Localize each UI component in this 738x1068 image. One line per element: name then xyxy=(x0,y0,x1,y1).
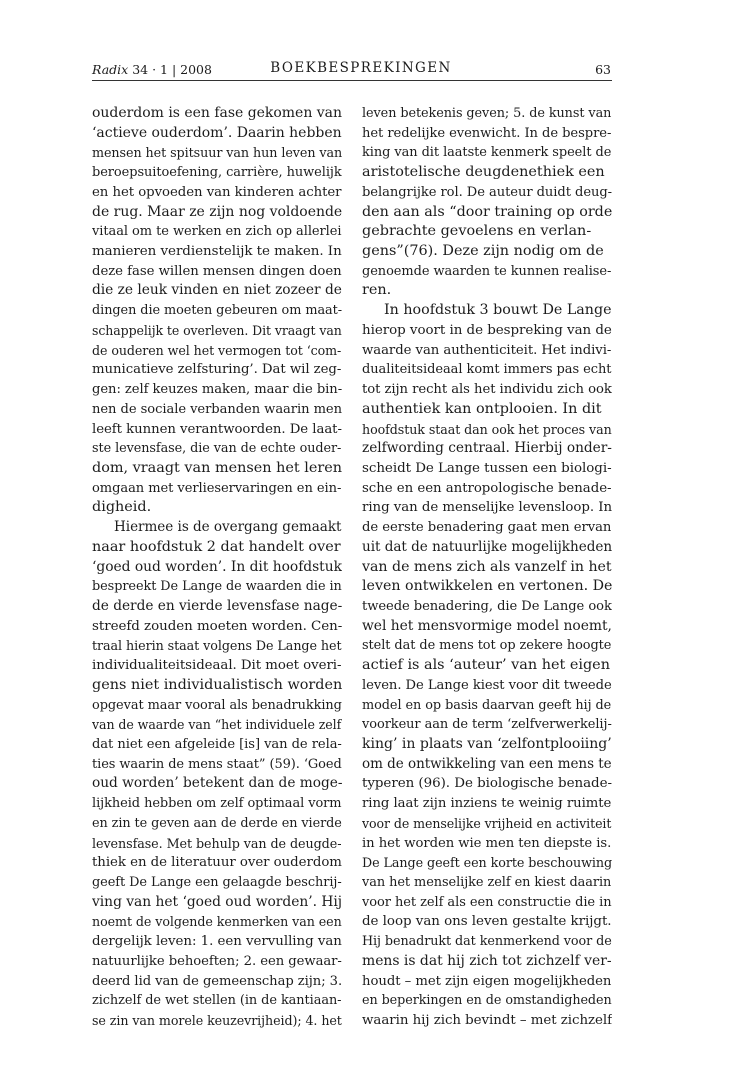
text-line: genoemde waarden te kunnen realise- xyxy=(362,263,612,279)
text-line: de rug. Maar ze zijn nog voldoende xyxy=(92,203,342,220)
text-line: voor de menselijke vrijheid en activiteit xyxy=(362,815,612,831)
text-line: gens niet individualistisch worden xyxy=(92,676,342,693)
text-line: deerd lid van de gemeenschap zijn; 3. xyxy=(92,973,342,989)
text-line: levensfase. Met behulp van de deugde- xyxy=(92,835,342,851)
text-line: van de mens zich als vanzelf in het xyxy=(362,558,612,575)
text-line: ‘goed oud worden’. In dit hoofdstuk xyxy=(92,558,342,575)
text-line: individualiteitsideaal. Dit moet overi- xyxy=(92,658,342,674)
text-line: zelfwording centraal. Hierbij onder- xyxy=(362,440,612,457)
text-line: typeren (96). De biologische benade- xyxy=(362,776,612,792)
text-line: leeft kunnen verantwoorden. De laat- xyxy=(92,421,342,437)
text-line: van het menselijke zelf en kiest daarin xyxy=(362,875,612,891)
text-line: authentiek kan ontplooien. In dit xyxy=(362,400,602,417)
journal-reference xyxy=(92,62,212,77)
text-line: beroepsuitoefening, carrière, huwelijk xyxy=(92,165,342,181)
text-line: se zin van morele keuzevrijheid); 4. het xyxy=(92,1013,342,1029)
text-line: thiek en de literatuur over ouderdom xyxy=(92,855,342,871)
text-line: gen: zelf keuzes maken, maar die bin- xyxy=(92,382,342,398)
text-line: De Lange geeft een korte beschouwing xyxy=(362,855,612,871)
text-line: leven betekenis geven; 5. de kunst van xyxy=(362,106,612,121)
text-line: van de waarde van “het individuele zelf xyxy=(92,717,342,733)
text-line: voor het zelf als een constructie die in xyxy=(362,894,612,910)
text-line: geeft De Lange een gelaagde beschrij- xyxy=(92,875,342,891)
text-line: scheidt De Lange tussen een biologi- xyxy=(362,460,612,476)
text-line: traal hierin staat volgens De Lange het xyxy=(92,638,342,654)
text-line: zichzelf de wet stellen (in de kantiaan- xyxy=(92,993,342,1009)
text-line: de loop van ons leven gestalte krijgt. xyxy=(362,914,612,930)
text-line: bespreekt De Lange de waarden die in xyxy=(92,579,342,595)
text-line: tweede benadering, die De Lange ook xyxy=(362,598,612,614)
text-line: houdt – met zijn eigen mogelijkheden xyxy=(362,973,612,989)
text-line: leven. De Lange kiest voor dit tweede xyxy=(362,677,612,693)
journal-title: Radix xyxy=(92,62,129,77)
text-line: die ze leuk vinden en niet zozeer de xyxy=(92,282,342,299)
text-line: waarin hij zich bevindt – met zichzelf xyxy=(362,1013,612,1029)
text-line: mensen het spitsuur van hun leven van xyxy=(92,145,342,161)
text-line: dergelijk leven: 1. een vervulling van xyxy=(92,934,342,950)
text-line: schappelijk te overleven. Dit vraagt van xyxy=(92,322,342,338)
text-line: en het opvoeden van kinderen achter xyxy=(92,184,342,200)
text-line: mens is dat hij zich tot zichzelf ver- xyxy=(362,952,612,969)
text-line: belangrijke rol. De auteur duidt deug- xyxy=(362,184,612,200)
text-line: tot zijn recht als het individu zich ook xyxy=(362,382,612,398)
text-line: waarde van authenticiteit. Het indivi- xyxy=(362,342,612,358)
text-line: streefd zouden moeten worden. Cen- xyxy=(92,618,342,634)
text-line: voorkeur aan de term ‘zelfverwerkelij- xyxy=(362,717,612,733)
text-line: ring van de menselijke levensloop. In xyxy=(362,500,612,516)
text-line: Hiermee is de overgang gemaakt xyxy=(114,519,342,536)
text-line: municatieve zelfsturing’. Dat wil zeg- xyxy=(92,362,342,378)
text-line: dualiteitsideaal komt immers pas echt xyxy=(362,362,612,378)
running-header xyxy=(92,58,612,80)
text-line: wel het mensvormige model noemt, xyxy=(362,617,612,634)
page-number: 63 xyxy=(595,62,611,77)
text-line: natuurlijke behoeften; 2. een gewaar- xyxy=(92,953,342,969)
text-line: opgevat maar vooral als benadrukking xyxy=(92,697,342,713)
text-line: In hoofdstuk 3 bouwt De Lange xyxy=(384,302,612,319)
text-line: naar hoofdstuk 2 dat handelt over xyxy=(92,538,341,555)
text-line: dom, vraagt van mensen het leren xyxy=(92,459,342,476)
text-line: deze fase willen mensen dingen doen xyxy=(92,263,342,279)
text-line: king van dit laatste kenmerk speelt de xyxy=(362,145,612,161)
text-line: om de ontwikkeling van een mens te xyxy=(362,755,612,772)
text-line: dingen die moeten gebeuren om maat- xyxy=(92,303,342,319)
header-rule xyxy=(92,80,612,81)
text-line: sche en een antropologische benade- xyxy=(362,480,612,496)
text-line: manieren verdienstelijk te maken. In xyxy=(92,244,342,260)
text-column-right xyxy=(362,104,612,1031)
text-line: stelt dat de mens tot op zekere hoogte xyxy=(362,638,612,654)
text-line: Hij benadrukt dat kenmerkend voor de xyxy=(362,934,612,950)
text-line: en beperkingen en de omstandigheden xyxy=(362,993,612,1009)
text-line: model en op basis daarvan geeft hij de xyxy=(362,697,612,713)
text-line: uit dat de natuurlijke mogelijkheden xyxy=(362,538,612,555)
text-column-left xyxy=(92,104,342,1031)
text-line: de derde en vierde levensfase nage- xyxy=(92,597,342,614)
text-line: de ouderen wel het vermogen tot ‘com- xyxy=(92,342,342,358)
text-line: lijkheid hebben om zelf optimaal vorm xyxy=(92,796,342,812)
text-line: digheid. xyxy=(92,499,152,516)
text-line: nen de sociale verbanden waarin men xyxy=(92,401,342,417)
text-line: de eerste benadering gaat men ervan xyxy=(362,520,612,536)
text-line: vitaal om te werken en zich op allerlei xyxy=(92,224,342,240)
text-line: ren. xyxy=(362,282,392,299)
text-line: actief is als ‘auteur’ van het eigen xyxy=(362,657,610,674)
text-line: in het worden wie men ten diepste is. xyxy=(362,835,612,851)
text-line: ‘actieve ouderdom’. Daarin hebben xyxy=(92,124,342,141)
text-line: hoofdstuk staat dan ook het proces van xyxy=(362,421,612,437)
text-line: noemt de volgende kenmerken van een xyxy=(92,914,342,930)
text-line: ste levensfase, die van de echte ouder- xyxy=(92,441,342,457)
text-line: gebrachte gevoelens en verlan- xyxy=(362,223,592,240)
journal-volume: 34 · 1 | 2008 xyxy=(132,62,212,77)
text-line: en zin te geven aan de derde en vierde xyxy=(92,815,342,831)
text-line: leven ontwikkelen en vertonen. De xyxy=(362,578,612,595)
text-line: ring laat zijn inziens te weinig ruimte xyxy=(362,796,612,812)
text-line: het redelijke evenwicht. In de bespre- xyxy=(362,125,612,141)
text-line: den aan als “door training op orde xyxy=(362,203,612,220)
text-line: oud worden’ betekent dan de moge- xyxy=(92,775,342,792)
text-line: ouderdom is een fase gekomen van xyxy=(92,105,342,121)
section-title: BOEKBESPREKINGEN xyxy=(270,60,452,76)
text-line: aristotelische deugdenethiek een xyxy=(362,164,605,181)
text-line: omgaan met verlieservaringen en ein- xyxy=(92,480,342,496)
text-line: dat niet een afgeleide [is] van de rela- xyxy=(92,737,342,752)
text-line: hierop voort in de bespreking van de xyxy=(362,322,612,338)
text-line: ving van het ‘goed oud worden’. Hij xyxy=(92,893,342,910)
text-line: king’ in plaats van ‘zelfontplooiing’ xyxy=(362,736,612,752)
text-line: ties waarin de mens staat” (59). ‘Goed xyxy=(92,756,342,772)
text-line: gens”(76). Deze zijn nodig om de xyxy=(362,243,604,260)
